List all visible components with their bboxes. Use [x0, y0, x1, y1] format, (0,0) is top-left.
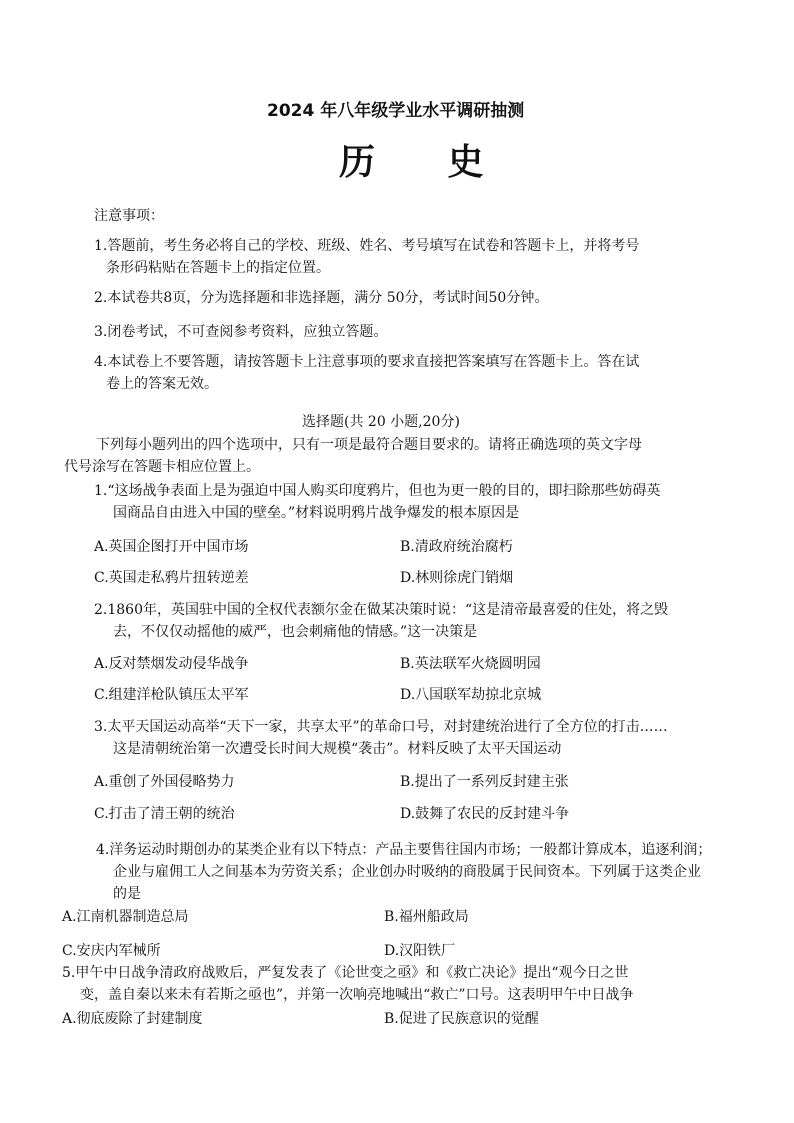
question-3-option-a: A.重创了外国侵略势力: [94, 774, 235, 790]
question-3-option-c: C.打击了清王朝的统治: [94, 806, 235, 822]
subject-title: 历 史: [339, 142, 514, 183]
question-5-line2: 变，盖自秦以来未有若斯之亟也”，并第一次响亮地喊出“救亡”口号。这表明甲午中日战争: [80, 987, 634, 1003]
question-1-option-b: B.清政府统治腐朽: [400, 539, 513, 555]
question-2-option-a: A.反对禁烟发动侵华战争: [94, 656, 249, 672]
question-4-line1: 4.洋务运动时期创办的某类企业有以下特点：产品主要售往国内市场；一般都计算成本，追逐利润；: [96, 842, 712, 858]
question-5-line1: 5.甲午中日战争清政府战败后，严复发表了《论世变之亟》和《救亡决论》提出“观今日之世: [62, 965, 629, 981]
question-1-line1: 1.“这场战争表面上是为强迫中国人购买印度鸦片，但也为更一般的目的，即扫除那些妨碍英: [94, 483, 661, 499]
notice-item-3: 3.闭卷考试，不可查阅参考资料，应独立答题。: [94, 324, 388, 340]
question-5-option-b: B.促进了民族意识的觉醒: [384, 1011, 539, 1027]
question-2-line2: 去，不仅仅动摇他的威严，也会刺痛他的情感。”这一决策是: [113, 624, 478, 640]
notice-item-2: 2.本试卷共8页，分为选择题和非选择题，满分 50分，考试时间50分钟。: [94, 290, 549, 306]
notice-item-1-line2: 条形码粘贴在答题卡上的指定位置。: [106, 260, 330, 276]
question-2-option-d: D.八国联军劫掠北京城: [400, 687, 542, 703]
question-3-option-b: B.提出了一系列反封建主张: [400, 774, 569, 790]
question-4-option-c: C.安庆内军械所: [62, 943, 161, 959]
question-4-line2: 企业与雇佣工人之间基本为劳资关系；企业创办时吸纳的商股属于民间资本。下列属于这类企业: [113, 864, 701, 880]
question-3-option-d: D.鼓舞了农民的反封建斗争: [400, 806, 570, 822]
question-2-option-b: B.英法联军火烧圆明园: [400, 656, 541, 672]
question-1-option-c: C.英国走私鸦片扭转逆差: [94, 570, 249, 586]
section-title: 选择题(共 20 小题,20分): [302, 414, 460, 430]
notice-heading: 注意事项：: [94, 208, 164, 224]
question-3-line1: 3.太平天国运动高举“天下一家，共享太平”的革命口号，对封建统治进行了全方位的打击……: [94, 719, 668, 735]
question-1-option-d: D.林则徐虎门销烟: [400, 570, 514, 586]
question-4-option-b: B.福州船政局: [384, 909, 469, 925]
question-4-option-a: A.江南机器制造总局: [62, 909, 189, 925]
question-2-option-c: C.组建洋枪队镇压太平军: [94, 687, 249, 703]
section-instruction-line2: 代号涂写在答题卡相应位置上。: [64, 459, 260, 475]
question-3-line2: 这是清朝统治第一次遭受长时间大规模“袭击”。材料反映了太平天国运动: [113, 741, 562, 757]
question-4-option-d: D.汉阳铁厂: [384, 943, 456, 959]
section-instruction-line1: 下列每小题列出的四个选项中，只有一项是最符合题目要求的。请将正确选项的英文字母: [96, 437, 642, 453]
question-4-line3: 的是: [113, 886, 141, 902]
notice-item-4-line2: 卷上的答案无效。: [106, 376, 218, 392]
notice-item-1-line1: 1.答题前，考生务必将自己的学校、班级、姓名、考号填写在试卷和答题卡上，并将考号: [94, 238, 640, 254]
notice-item-4-line1: 4.本试卷上不要答题，请按答题卡上注意事项的要求直接把答案填写在答题卡上。答在试: [94, 354, 640, 370]
question-5-option-a: A.彻底废除了封建制度: [62, 1011, 203, 1027]
exam-title: 2024 年八年级学业水平调研抽测: [267, 101, 525, 121]
question-1-line2: 国商品自由进入中国的壁垒。”材料说明鸦片战争爆发的根本原因是: [113, 505, 520, 521]
question-2-line1: 2.1860年，英国驻中国的全权代表额尔金在做某决策时说：“这是清帝最喜爱的住处，将之毁: [94, 602, 669, 618]
question-1-option-a: A.英国企图打开中国市场: [94, 539, 249, 555]
